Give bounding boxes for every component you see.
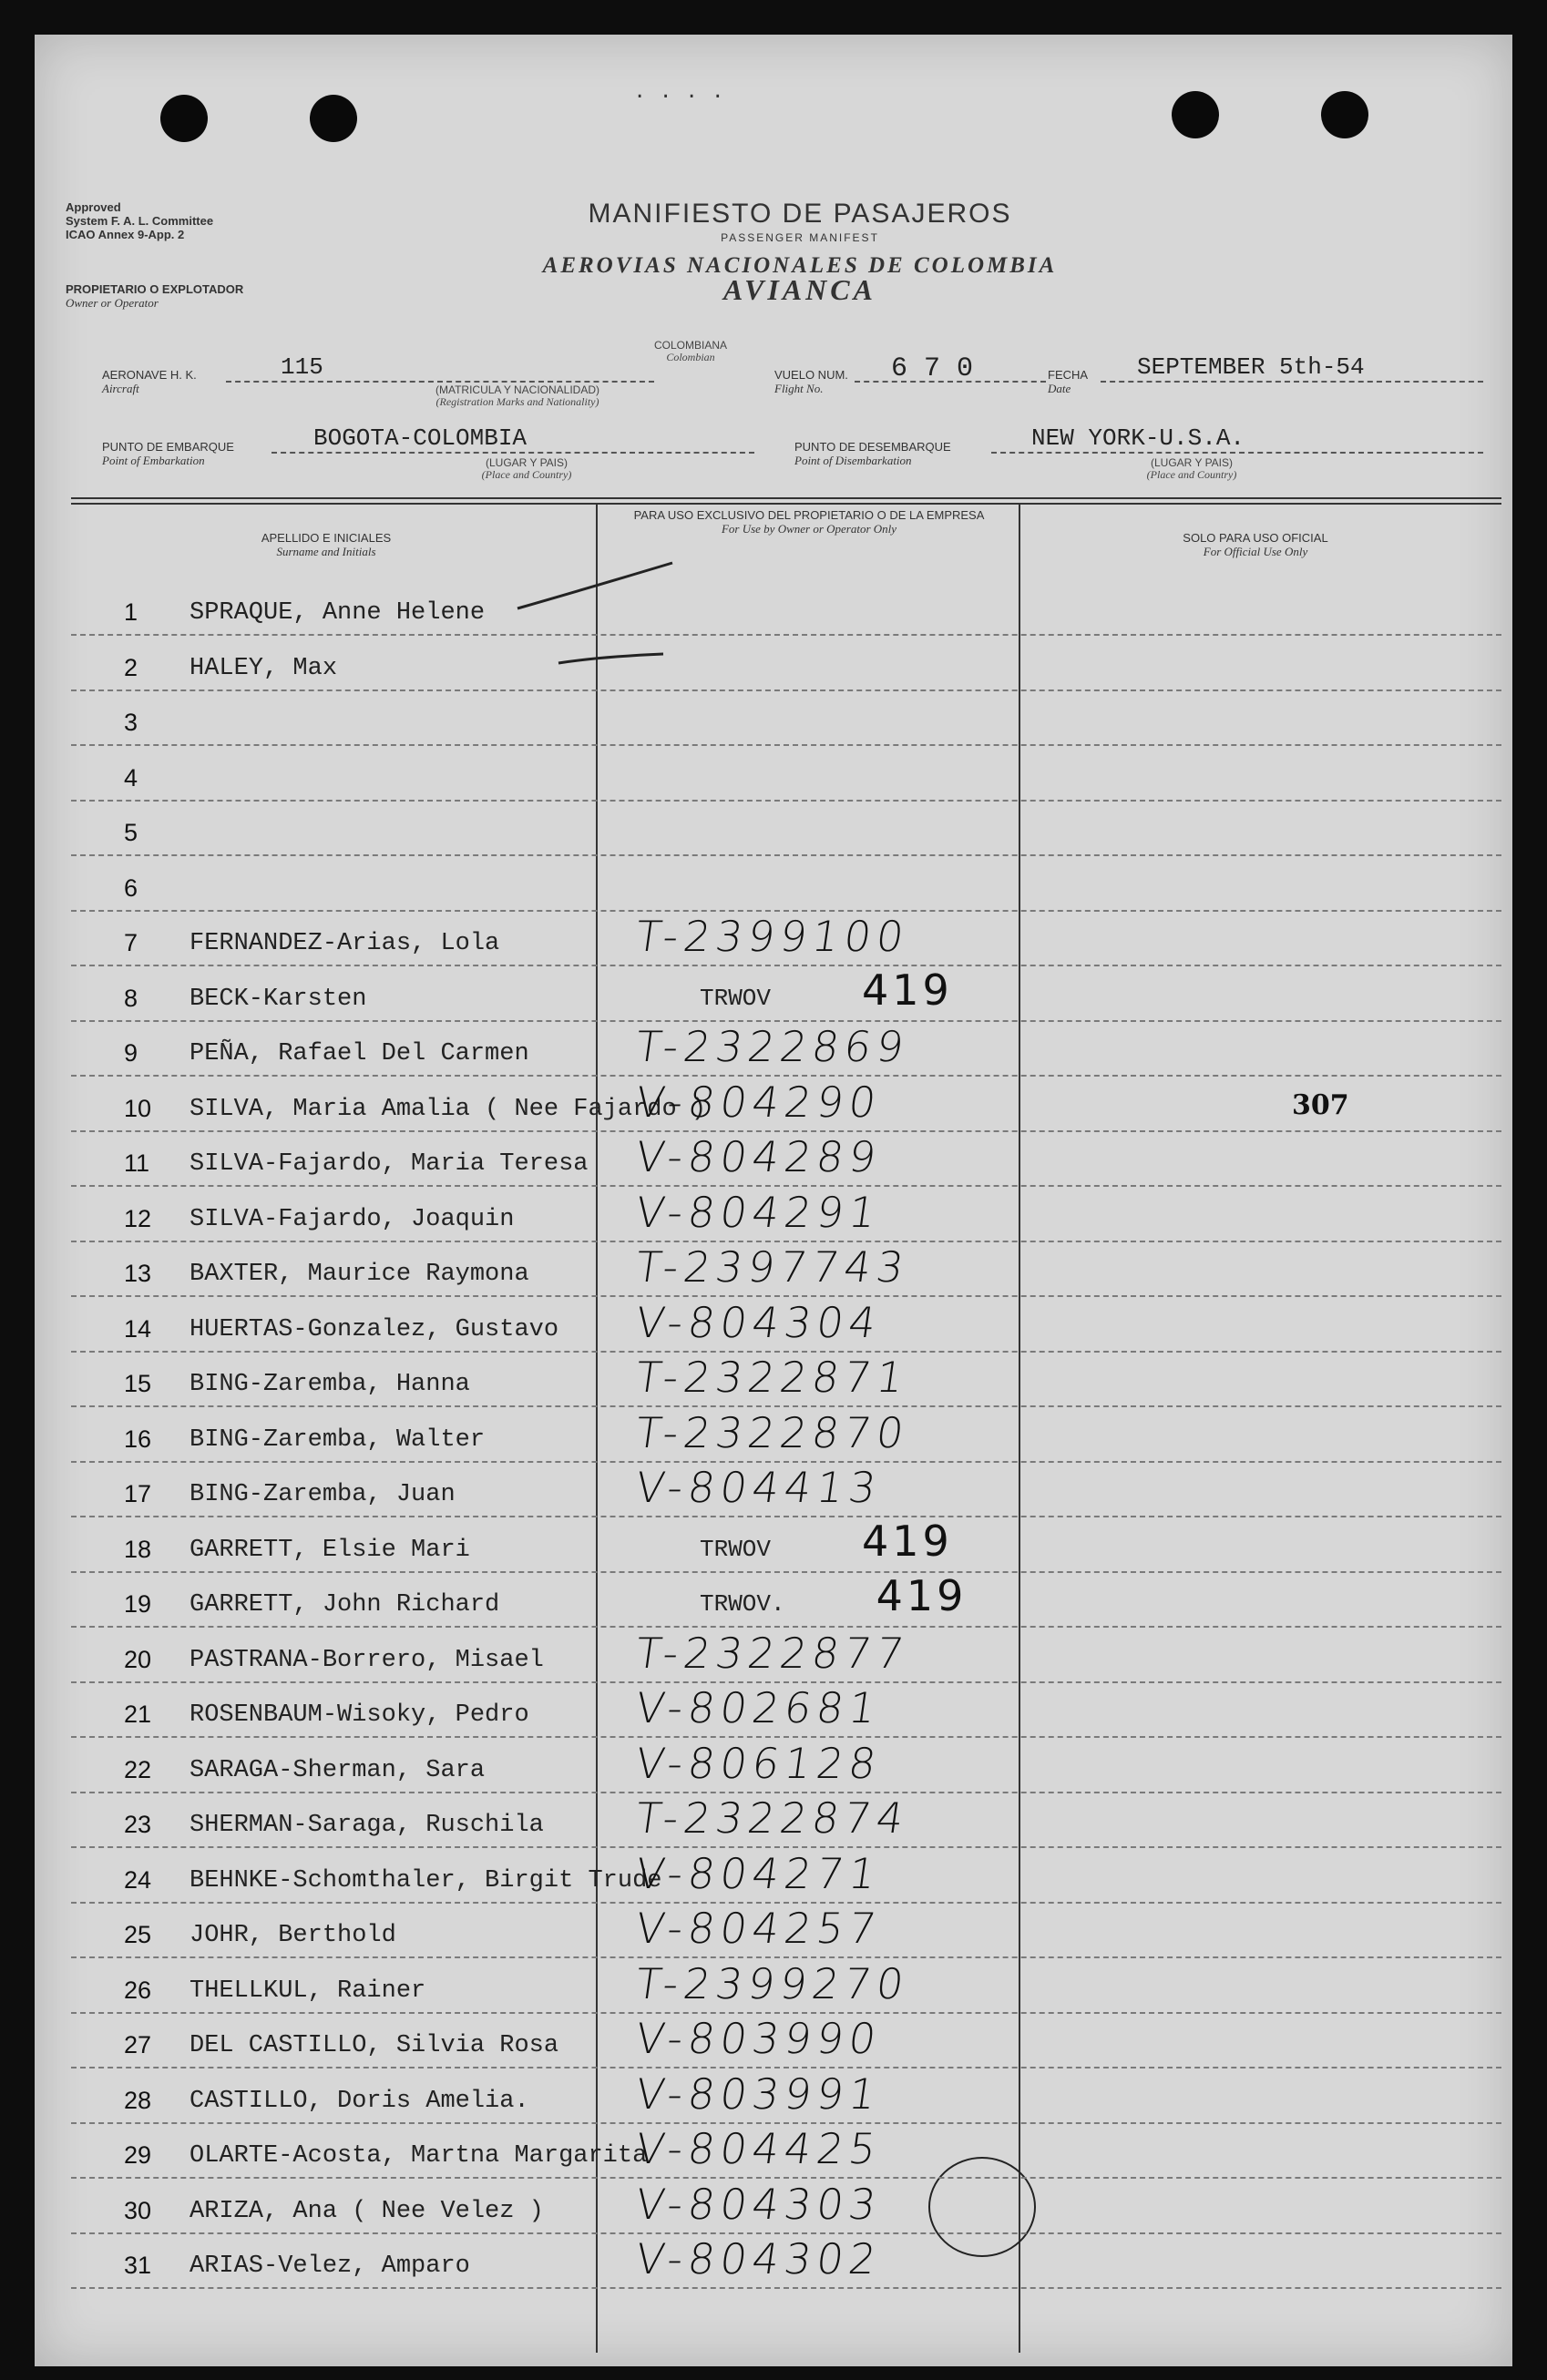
manifest-title: MANIFIESTO DE PASAJEROS PASSENGER MANIFEST AEROVIAS NACIONALES DE COLOMBIA AVIANCA <box>527 199 1073 307</box>
row-number: 9 <box>124 1039 138 1067</box>
flight-number: 6 7 0 <box>891 353 974 384</box>
ticket-reference: T-2322869 <box>632 1022 913 1071</box>
table-row <box>71 581 1501 636</box>
official-header: SOLO PARA USO OFICIAL For Official Use Only <box>1183 531 1328 558</box>
aircraft-label: AERONAVE H. K. Aircraft <box>102 368 197 395</box>
passenger-name: BAXTER, Maurice Raymona <box>190 1261 529 1288</box>
table-row <box>71 912 1501 966</box>
row-number: 13 <box>124 1260 152 1287</box>
table-row <box>71 2014 1501 2068</box>
table-row <box>71 2069 1501 2124</box>
ticket-reference: T-2397743 <box>632 1242 913 1292</box>
ticket-reference: V-804302 <box>632 2234 885 2283</box>
table-row <box>71 967 1501 1022</box>
ticket-code: TRWOV. 419 <box>700 1571 968 1620</box>
row-number: 22 <box>124 1755 152 1783</box>
passenger-name: OLARTE-Acosta, Martna Margarita <box>190 2142 648 2170</box>
passenger-name: ROSENBAUM-Wisoky, Pedro <box>190 1701 529 1729</box>
table-row <box>71 1298 1501 1353</box>
approval-block: Approved System F. A. L. Committee ICAO Annex 9-App. 2 <box>66 200 214 241</box>
row-number: 31 <box>124 2252 152 2279</box>
row-number: 27 <box>124 2031 152 2058</box>
table-row <box>71 1353 1501 1407</box>
row-number: 6 <box>124 873 138 902</box>
table-row <box>71 1793 1501 1848</box>
table-row <box>71 857 1501 912</box>
table-row <box>71 1022 1501 1077</box>
row-number: 5 <box>124 819 138 846</box>
passenger-name: CASTILLO, Doris Amelia. <box>190 2087 529 2115</box>
ticket-reference: T-2322870 <box>632 1407 913 1457</box>
aircraft-value: 115 <box>281 353 323 381</box>
passenger-name: BING-Zaremba, Juan <box>190 1481 456 1508</box>
row-number: 15 <box>124 1370 152 1397</box>
disembark-value: NEW YORK-U.S.A. <box>1031 424 1245 452</box>
ticket-reference: V-804257 <box>632 1904 885 1953</box>
punch-hole <box>1321 91 1368 138</box>
table-row <box>71 1188 1501 1242</box>
row-number: 23 <box>124 1811 152 1838</box>
row-number: 29 <box>124 2141 152 2169</box>
passenger-name: GARRETT, Elsie Mari <box>190 1536 470 1564</box>
nationality-top: COLOMBIANA Colombian <box>653 339 727 363</box>
passenger-name: HUERTAS-Gonzalez, Gustavo <box>190 1315 559 1343</box>
date-value: SEPTEMBER 5th-54 <box>1137 353 1365 381</box>
row-number: 26 <box>124 1976 152 2004</box>
row-number: 21 <box>124 1701 152 1728</box>
table-row <box>71 1463 1501 1517</box>
passenger-name: ARIAS-Velez, Amparo <box>190 2252 470 2280</box>
table-row <box>71 1242 1501 1297</box>
aircraft-underline <box>226 381 654 383</box>
passenger-name: SARAGA-Sherman, Sara <box>190 1756 486 1784</box>
passenger-name: ARIZA, Ana ( Nee Velez ) <box>190 2197 544 2225</box>
embark-underline <box>271 452 754 454</box>
row-number: 2 <box>124 653 138 681</box>
owner-label: PROPIETARIO O EXPLOTADOR Owner or Operator <box>66 282 244 310</box>
ticket-reference: V-803991 <box>632 2068 885 2119</box>
ticket-reference: V-806128 <box>632 1738 885 1788</box>
table-row <box>71 691 1501 746</box>
ticket-reference: V-804304 <box>632 1297 885 1347</box>
table-row <box>71 1739 1501 1793</box>
brand-logo: AVIANCA <box>723 273 876 306</box>
ticket-reference: T-2322871 <box>632 1353 913 1402</box>
table-row <box>71 1078 1501 1132</box>
passenger-name: JOHR, Berthold <box>190 1922 396 1949</box>
ticket-reference: V-804413 <box>632 1463 885 1512</box>
date-underline <box>1101 381 1483 383</box>
table-row <box>71 1629 1501 1683</box>
row-line <box>71 2287 1501 2289</box>
row-number: 4 <box>124 763 138 792</box>
owner-use-header: PARA USO EXCLUSIVO DEL PROPIETARIO O DE LA EMPRESA For Use by Owner or Operator Only <box>633 508 985 536</box>
header-rule <box>71 503 1501 505</box>
table-row <box>71 1959 1501 2014</box>
table-row <box>71 802 1501 856</box>
disembark-underline <box>991 452 1483 454</box>
row-number: 3 <box>124 709 138 736</box>
table-row <box>71 2124 1501 2179</box>
row-number: 16 <box>124 1425 152 1453</box>
ticket-reference: V-804271 <box>632 1848 885 1898</box>
manifest-sheet <box>35 35 1512 2366</box>
row-number: 19 <box>124 1590 152 1618</box>
row-number: 30 <box>124 2196 152 2224</box>
embark-label: PUNTO DE EMBARQUE Point of Embarkation <box>102 440 234 467</box>
passenger-name: PEÑA, Rafael Del Carmen <box>190 1040 529 1067</box>
passenger-name: SHERMAN-Saraga, Ruschila <box>190 1812 544 1839</box>
row-number: 24 <box>124 1865 152 1894</box>
row-number: 12 <box>124 1204 152 1232</box>
table-row <box>71 1904 1501 1958</box>
table-row <box>71 637 1501 691</box>
passenger-name: BING-Zaremba, Walter <box>190 1425 486 1454</box>
table-row <box>71 1132 1501 1187</box>
surname-header: APELLIDO E INICIALES Surname and Initials <box>261 531 392 558</box>
punch-hole <box>1172 91 1219 138</box>
row-number: 1 <box>124 598 138 626</box>
flight-underline <box>855 381 1046 383</box>
embark-sub: (LUGAR Y PAIS) (Place and Country) <box>481 456 572 481</box>
ticket-reference: T-2399100 <box>632 912 913 961</box>
ticket-reference: V-804291 <box>632 1187 885 1237</box>
table-row <box>71 1849 1501 1904</box>
row-number: 8 <box>124 984 138 1012</box>
ticket-reference: T-2399270 <box>632 1958 913 2008</box>
ticket-reference: V-804303 <box>632 2179 885 2229</box>
disembark-label: PUNTO DE DESEMBARQUE Point of Disembarkation <box>794 440 951 467</box>
table-row <box>71 747 1501 802</box>
ticket-reference: V-804289 <box>632 1132 885 1181</box>
ticket-code: TRWOV 419 <box>700 965 953 1015</box>
passenger-name: SILVA-Fajardo, Joaquin <box>190 1205 515 1233</box>
punch-hole <box>310 95 357 142</box>
row-number: 14 <box>124 1314 152 1343</box>
registration-label: (MATRICULA Y NACIONALIDAD) (Registration Marks and Nationality) <box>435 383 600 408</box>
row-number: 28 <box>124 2086 152 2114</box>
table-row <box>71 1683 1501 1738</box>
passenger-name: THELLKUL, Rainer <box>190 1977 426 2005</box>
row-number: 7 <box>124 929 138 956</box>
row-number: 18 <box>124 1535 152 1563</box>
passenger-name: GARRETT, John Richard <box>190 1591 500 1619</box>
ticket-reference: T-2322874 <box>632 1793 913 1843</box>
passenger-name: SILVA, Maria Amalia ( Nee Fajardo ) <box>190 1095 707 1123</box>
row-number: 25 <box>124 1921 152 1948</box>
passenger-name: BEHNKE-Schomthaler, Birgit Trude <box>190 1866 662 1895</box>
official-mark: 307 <box>1292 1088 1349 1121</box>
ticket-reference: V-803990 <box>632 2014 885 2063</box>
airline-name: AEROVIAS NACIONALES DE COLOMBIA <box>542 253 1058 278</box>
top-marks: . . . . <box>636 77 727 104</box>
ticket-reference: V-804290 <box>632 1077 885 1127</box>
row-number: 10 <box>124 1094 152 1122</box>
table-row <box>71 1518 1501 1573</box>
ticket-reference: V-804425 <box>632 2124 885 2173</box>
disembark-sub: (LUGAR Y PAIS) (Place and Country) <box>1146 456 1237 481</box>
passenger-name: FERNANDEZ-Arias, Lola <box>190 930 500 957</box>
passenger-name: PASTRANA-Borrero, Misael <box>190 1646 544 1674</box>
passenger-name: HALEY, Max <box>190 654 338 682</box>
header-rule <box>71 497 1501 499</box>
table-row <box>71 1408 1501 1463</box>
embark-value: BOGOTA-COLOMBIA <box>313 424 528 452</box>
ticket-reference: T-2322877 <box>632 1628 913 1678</box>
row-number: 17 <box>124 1480 152 1507</box>
bottom-truncated-line <box>71 2352 1501 2366</box>
flight-label: VUELO NUM. Flight No. <box>774 368 848 395</box>
passenger-name: BECK-Karsten <box>190 985 367 1013</box>
ticket-reference: V-802681 <box>632 1683 885 1732</box>
row-number: 20 <box>124 1645 152 1673</box>
row-number: 11 <box>124 1149 150 1177</box>
date-label: FECHA Date <box>1048 368 1089 395</box>
passenger-name: DEL CASTILLO, Silvia Rosa <box>190 2032 559 2059</box>
passenger-name: SILVA-Fajardo, Maria Teresa <box>190 1150 589 1178</box>
passenger-name: BING-Zaremba, Hanna <box>190 1371 470 1398</box>
table-row <box>71 2234 1501 2289</box>
ticket-code: TRWOV 419 <box>700 1516 953 1566</box>
passenger-name: SPRAQUE, Anne Helene <box>190 599 486 627</box>
table-row <box>71 1573 1501 1628</box>
table-row <box>71 2180 1501 2234</box>
punch-hole <box>160 95 208 142</box>
